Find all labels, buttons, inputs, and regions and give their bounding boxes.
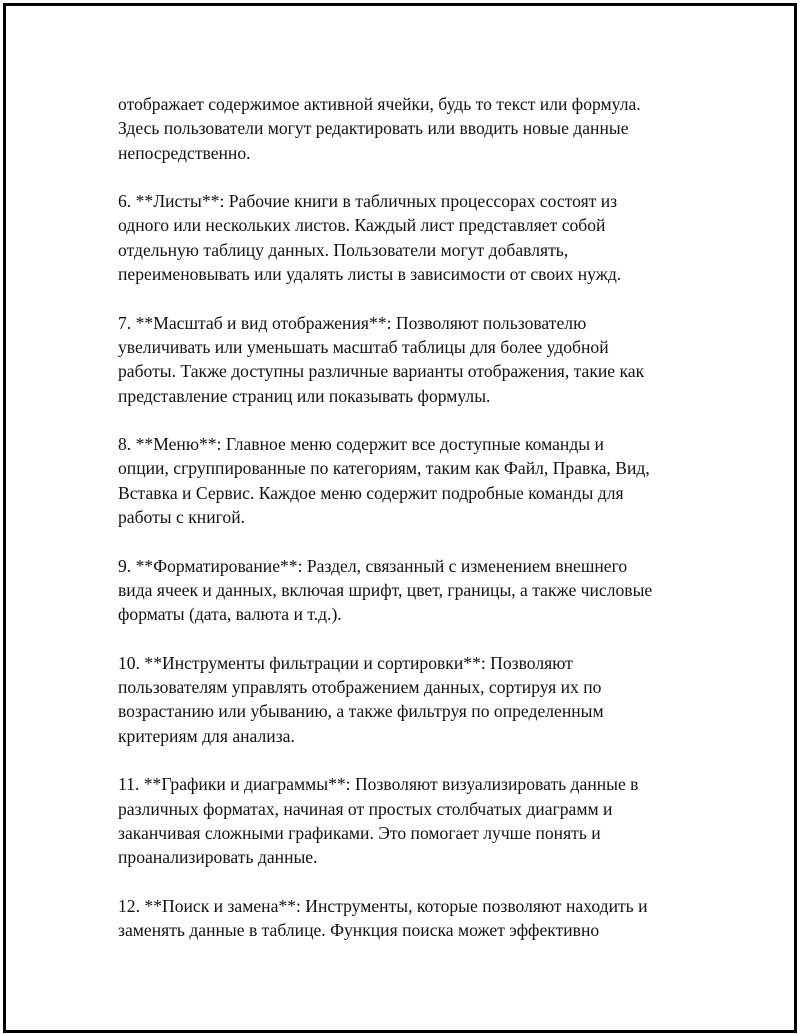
paragraph-item-10-filter-sort [118,651,708,748]
text-line: вида ячеек и данных, включая шрифт, цвет, границы, а также числовые [118,579,653,600]
text-line: представление страниц или показывать формулы. [118,385,491,406]
text-line: непосредственно. [118,142,251,163]
paragraph-item-11-charts [118,772,708,869]
text-line: 9. **Форматирование**: Раздел, связанный с изменением внешнего [118,555,628,576]
paragraph-item-6-sheets [118,189,708,286]
text-line: 6. **Листы**: Рабочие книги в табличных процессорах состоят из [118,191,618,212]
text-line: заканчивая сложными графиками. Это помогает лучше понять и [118,822,601,843]
text-line: 11. **Графики и диаграммы**: Позволяют визуализировать данные в [118,774,639,795]
text-line: критериям для анализа. [118,725,295,746]
text-line: увеличивать или уменьшать масштаб таблицы для более удобной [118,336,609,357]
text-line: 12. **Поиск и замена**: Инструменты, которые позволяют находить и [118,895,648,916]
document-body [118,92,708,967]
text-line: отображает содержимое активной ячейки, будь то текст или формула. [118,94,641,114]
text-line: 8. **Меню**: Главное меню содержит все доступные команды и [118,434,604,455]
text-line: возрастанию или убыванию, а также фильтруя по определенным [118,701,604,722]
text-line: форматы (дата, валюта и т.д.). [118,604,342,625]
paragraph-item-7-zoom-view [118,311,708,408]
text-line: проанализировать данные. [118,847,318,868]
text-line: работы с книгой. [118,507,246,528]
paragraph-formula-bar-continuation [118,92,708,165]
text-line: опции, сгруппированные по категориям, таким как Файл, Правка, Вид, [118,458,650,479]
paragraph-item-8-menu [118,432,708,529]
text-line: заменять данные в таблице. Функция поиска может эффективно [118,920,600,941]
text-line: 10. **Инструменты фильтрации и сортировки**: Позволяют [118,652,573,673]
text-line: пользователям управлять отображением данных, сортируя их по [118,677,602,698]
text-line: отдельную таблицу данных. Пользователи могут добавлять, [118,239,569,260]
paragraph-item-9-formatting [118,554,708,627]
text-line: Вставка и Сервис. Каждое меню содержит подробные команды для [118,482,624,503]
text-line: различных форматах, начиная от простых столбчатых диаграмм и [118,798,613,819]
text-line: одного или нескольких листов. Каждый лист представляет собой [118,215,606,236]
text-line: 7. **Масштаб и вид отображения**: Позволяют пользователю [118,312,587,333]
text-line: Здесь пользователи могут редактировать или вводить новые данные [118,118,629,139]
text-line: работы. Также доступны различные варианты отображения, такие как [118,361,645,382]
text-line: переименовывать или удалять листы в зависимости от своих нужд. [118,264,622,285]
paragraph-item-12-find-replace [118,894,708,943]
